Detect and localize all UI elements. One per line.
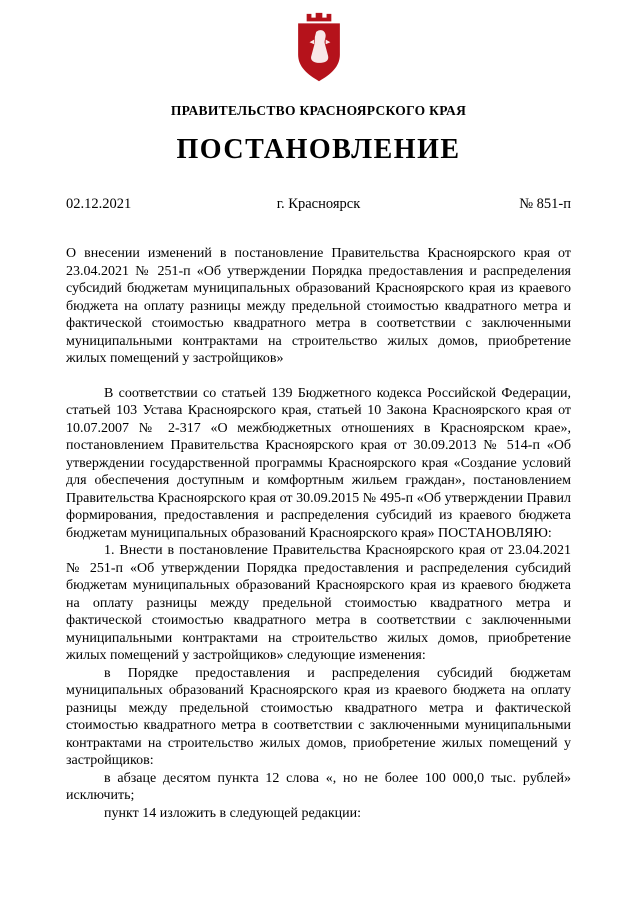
issuing-authority: ПРАВИТЕЛЬСТВО КРАСНОЯРСКОГО КРАЯ — [170, 103, 467, 118]
document-number: № 851-п — [519, 196, 571, 212]
document-meta-row — [66, 196, 571, 213]
document-body — [66, 245, 571, 822]
document-type-title: ПОСТАНОВЛЕНИЕ — [176, 134, 461, 165]
document-place: г. Красноярск — [276, 196, 361, 212]
document-paragraphs — [66, 385, 571, 823]
document-subject: О внесении изменений в постановление Правительства Красноярского края от 23.04.2021 № 251-п «Об утверждении Порядка предоставления и распределения субсидий бюджетам муниципальных образований Красноярского края из краевого бюджета на оплату разницы между предельной стоимостью квадратного метра и фактической стоимостью квадратного метра в соответствии с заключенными муниципальными контрактами на строительство жилых домов, приобретение жилых помещений у застройщиков» — [66, 246, 571, 366]
coat-of-arms-icon — [290, 11, 348, 85]
document-date: 02.12.2021 — [66, 196, 132, 212]
paragraph-order-changes: в Порядке предоставления и распределения субсидий бюджетам муниципальных образований Красноярского края из краевого бюджета на оплату разницы между предельной стоимостью квадратного метра и фактической стоимостью квадратного метра в соответствии с заключенными муниципальными контрактами на строительство жилых домов, приобретение жилых помещений у застройщиков: — [66, 665, 571, 768]
paragraph-item-1: 1. Внести в постановление Правительства Красноярского края от 23.04.2021 № 251-п «Об утверждении Порядка предоставления и распределения субсидий бюджетам муниципальных образований Красноярского края из краевого бюджета на оплату разницы между предельной стоимостью квадратного метра и фактической стоимостью квадратного метра в соответствии с заключенными муниципальными контрактами на строительство жилых домов, приобретение жилых помещений у застройщиков» следующие изменения: — [66, 543, 571, 663]
crown-shape — [306, 13, 331, 22]
paragraph-clause-12: в абзаце десятом пункта 12 слова «, но не более 100 000,0 тыс. рублей» исключить; — [66, 770, 571, 803]
paragraph-clause-14: пункт 14 изложить в следующей редакции: — [104, 805, 361, 821]
paragraph-preamble: В соответствии со статьей 139 Бюджетного кодекса Российской Федерации, статьей 103 Устава Красноярского края, статьей 10 Закона Красноярского края от 10.07.2007 № 2-317 «О межбюджетных отношениях в Красноярском крае», постановлением Правительства Красноярского края от 30.09.2013 № 514-п «Об утверждении государственной программы Красноярского края «Создание условий для обеспечения доступным и комфортным жильем граждан», постановлением Правительства Красноярского края от 30.09.2015 № 495-п «Об утверждении Правил формирования, предоставления и распределения субсидий из краевого бюджета бюджетам муниципальных образований Красноярского края» ПОСТАНОВЛЯЮ: — [66, 385, 571, 541]
